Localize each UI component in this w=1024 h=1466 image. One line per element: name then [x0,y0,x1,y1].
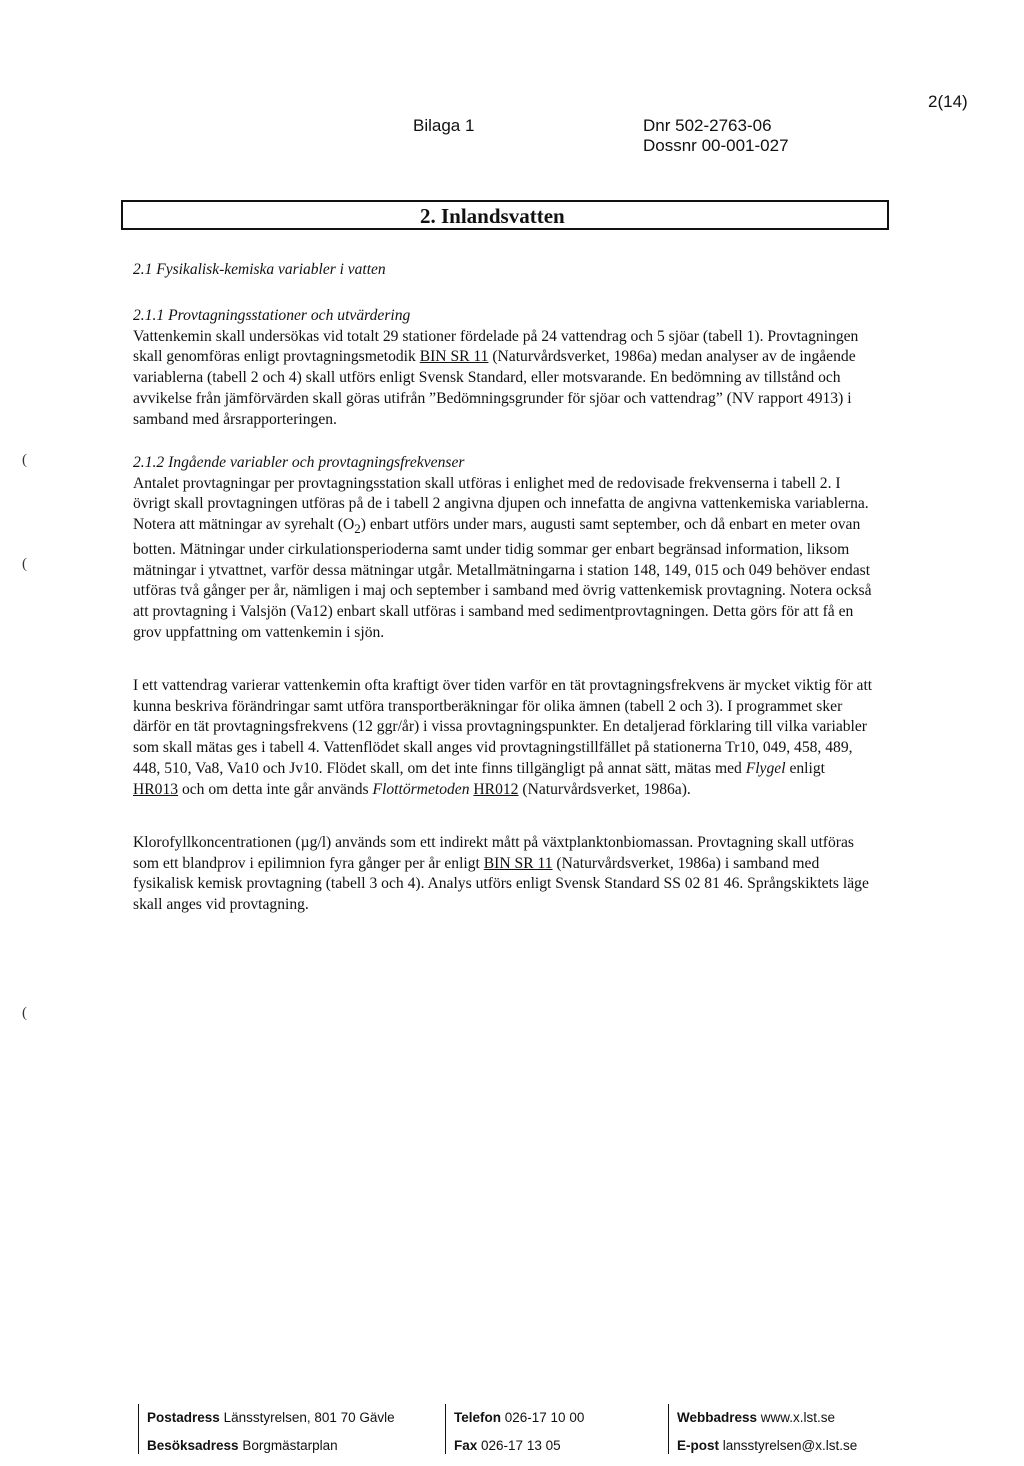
paragraph: Klorofyllkoncentrationen (µg/l) används som ett indirekt mått på växtplanktonbiomassan. Provtagning skall utföras som ett blandprov i epilimnion fyra gånger per år enligt BIN SR 11 (Naturvårdsverket, 1986a) i samband med fysikalisk kemisk provtagning (tabell 3 och 4). Analys utförs enligt Svensk Standard SS 02 81 46. Språngskiktets läge skall anges vid provtagning. [133,834,869,914]
hr012-reference: HR012 [473,780,519,798]
method-reference-link: BIN SR 11 [483,854,553,872]
subsection-stations [133,306,873,430]
method-reference-link: BIN SR 11 [419,348,489,366]
paragraph: Vattenkemin skall undersökas vid totalt 29 stationer fördelade på 24 vattendrag och 5 sjöar (tabell 1). Provtagningen skall genomföras enligt provtagningsmetodik BIN SR 11 (Naturvårdsverket, 1986a) medan analyser av de ingående variablerna (tabell 2 och 4) skall utförs enligt Svensk Standard, eller motsvarande. En bedömning av tillstånd och avvikelse från jämförvärden skall göras utifrån ”Bedömningsgrunder för sjöar och vattendrag” (NV rapport 4913) i samband med årsrapporteringen. [133,327,859,428]
page-number: 2(14) [928,92,968,111]
paragraph-chlorophyll [133,833,873,916]
dnr-number: Dnr 502-2763-06 [643,116,772,135]
margin-mark: ( [22,452,27,468]
chapter-heading-box [121,200,889,230]
web-address: www.x.lst.se [760,1410,836,1425]
paragraph: I ett vattendrag varierar vattenkemin ofta kraftigt över tiden varför en tät provtagningsfrekvens är mycket viktig för att kunna beskriva förändringar samt utföra transportberäkningar för olika ämnen (tabell 2 och 3). I programmet sker därför en tät provtagningsfrekvens (12 ggr/år) i vissa provtagningspunkter. En detaljerad förklaring till vilka variabler som skall mätas ges i tabell 4. Vattenflödet skall anges vid provtagningstillfället på stationerna Tr10, 049, 458, 489, 448, 510, Va8, Va10 och Jv10. Flödet skall, om det inte finns tillgängligt på annat sätt, mätas med Flygel enligt HR013 och om detta inte går används Flottörmetoden HR012 (Naturvårdsverket, 1986a). [133,677,873,798]
subsection-title: 2.1.2 Ingående variabler och provtagningsfrekvenser [133,454,465,471]
email-address: lansstyrelsen@x.lst.se [722,1438,858,1453]
paragraph-flow [133,676,873,800]
dossier-number: Dossnr 00-001-027 [643,136,789,155]
margin-mark: ( [22,556,27,572]
appendix-label: Bilaga 1 [413,116,475,135]
paragraph: Antalet provtagningar per provtagningsstation skall utföras i enlighet med de redovisade frekvenserna i tabell 2. I övrigt skall provtagningen utföras på de i tabell 2 angivna djupen och innefatta de angivna vattenkemiska variablerna. Notera att mätningar av syrehalt $(O_2)$ enbart utförs under mars, augusti samt september, och då enbart en meter ovan botten. Mätningar under cirkulationsperioderna samt under tidig sommar ger enbart begränsad information, liksom mätningar i ytvattnet, varför dessa mätningar utgår. Metallmätningarna i station 148, 149, 015 och 049 behöver endast utföras två gånger per år, nämligen i maj och september i samband med övrig vattenkemisk provtagning. Notera också att provtagning i Valsjön (Va12) enbart skall utföras i samband med sedimentprovtagningen. Detta görs för att få en grov uppfattning om vattenkemin i sjön. [133,474,872,641]
page-footer [0,1404,1024,1454]
subsection-title: 2.1.1 Provtagningsstationer och utvärdering [133,307,411,324]
chapter-title: 2. Inlandsvatten [420,204,565,228]
footer-web-column: Webbadress www.x.lst.se E-post lansstyrelsen@x.lst.se [668,1404,857,1454]
margin-mark: ( [22,1005,27,1021]
subsection-variables [133,453,873,643]
hr013-reference: HR013 [133,780,179,798]
footer-phone-column: Telefon 026-17 10 00 Fax 026-17 13 05 [445,1404,584,1454]
document-reference [643,116,789,156]
footer-address-column: Postadress Länsstyrelsen, 801 70 Gävle Besöksadress Borgmästarplan [138,1404,395,1454]
section-title: 2.1 Fysikalisk-kemiska variabler i vatten [133,261,386,278]
